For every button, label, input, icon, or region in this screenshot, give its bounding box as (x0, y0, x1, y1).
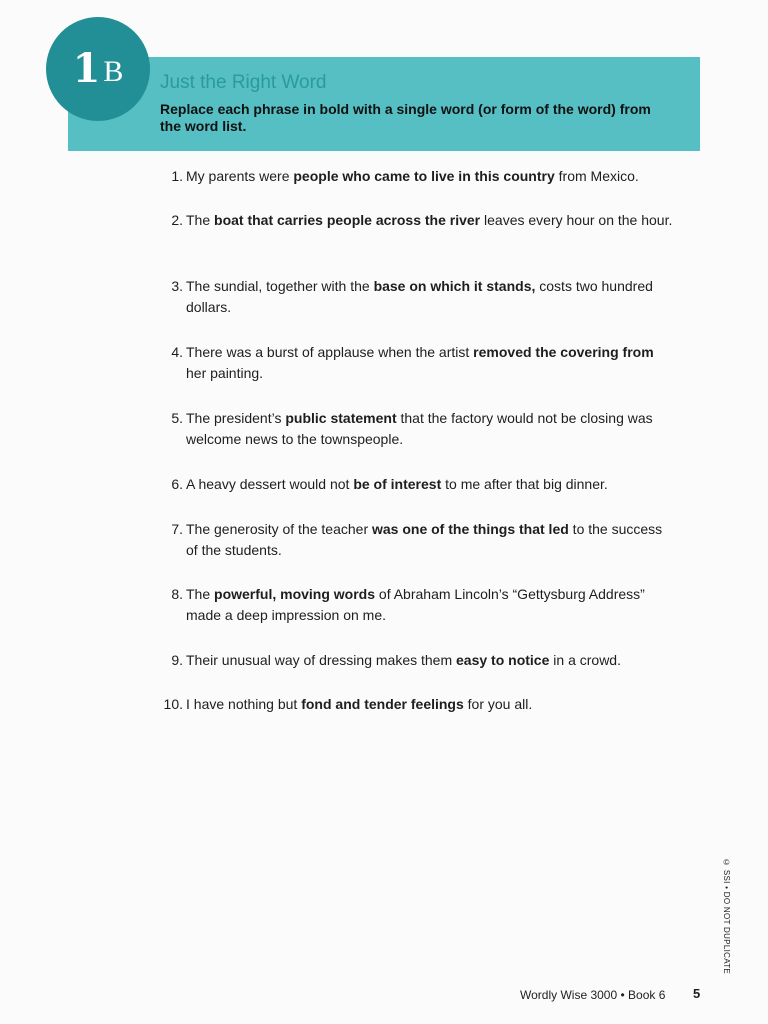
item-text (186, 166, 675, 187)
item-text (186, 276, 675, 318)
footer-book-title: Wordly Wise 3000 • Book 6 (520, 988, 666, 1002)
item-bold-phrase: boat that carries people across the river (214, 212, 481, 228)
item-post: leaves every hour on the hour. (480, 212, 673, 228)
exercise-item (155, 210, 675, 231)
exercise-item (155, 650, 675, 671)
exercise-item (155, 474, 675, 495)
exercise-item (155, 519, 675, 561)
exercise-item (155, 584, 675, 626)
item-text (186, 650, 675, 671)
item-post: costs two hundred dollars. (186, 278, 653, 315)
item-bold-phrase: base on which it stands, (373, 278, 536, 294)
item-post: for you all. (463, 696, 533, 712)
item-number: 3. (171, 278, 183, 294)
item-text (186, 584, 675, 626)
item-bold-phrase: easy to notice (456, 652, 550, 668)
item-pre: A heavy dessert would not (186, 476, 354, 492)
item-post: to the success of the students. (186, 521, 663, 558)
item-pre: My parents were (186, 168, 294, 184)
item-bold-phrase: people who came to live in this country (293, 168, 555, 184)
item-bold-phrase: be of interest (353, 476, 442, 492)
item-number: 8. (171, 586, 183, 602)
item-post: of Abraham Lincoln’s “Gettysburg Address” made a deep impression on me. (186, 586, 645, 623)
item-text (186, 342, 675, 384)
item-post: to me after that big dinner. (441, 476, 608, 492)
item-pre: The generosity of the teacher (186, 521, 372, 537)
item-number: 10. (163, 696, 183, 712)
item-post: her painting. (186, 365, 264, 381)
item-text (186, 519, 675, 561)
item-post: that the factory would not be closing was welcome news to the townspeople. (186, 410, 653, 447)
item-number: 7. (171, 521, 183, 537)
item-bold-phrase: fond and tender feelings (301, 696, 464, 712)
item-pre: The president’s (186, 410, 286, 426)
exercise-item (155, 694, 675, 715)
instructions: Replace each phrase in bold with a single word (or form of the word) from the word list. (160, 101, 651, 134)
badge-letter: B (103, 55, 124, 88)
item-text (186, 694, 675, 715)
item-number: 4. (171, 344, 183, 360)
item-number: 2. (171, 212, 183, 228)
item-pre: The (186, 586, 215, 602)
item-pre: Their unusual way of dressing makes them (186, 652, 457, 668)
exercise-item (155, 342, 675, 384)
exercise-item (155, 166, 675, 187)
lesson-badge (46, 17, 150, 121)
item-number: 5. (171, 410, 183, 426)
item-text (186, 210, 675, 231)
item-post: in a crowd. (549, 652, 621, 668)
item-bold-phrase: removed the covering from (473, 344, 654, 360)
item-number: 1. (171, 168, 183, 184)
item-number: 6. (171, 476, 183, 492)
badge-number: 1 (72, 45, 101, 92)
exercise-item (155, 408, 675, 450)
item-pre: There was a burst of applause when the artist (186, 344, 474, 360)
item-post: from Mexico. (554, 168, 639, 184)
item-text (186, 408, 675, 450)
page-number: 5 (693, 986, 701, 1001)
item-pre: The sundial, together with the (186, 278, 374, 294)
item-pre: The (186, 212, 215, 228)
item-pre: I have nothing but (186, 696, 302, 712)
section-title: Just the Right Word (160, 72, 327, 93)
item-number: 9. (171, 652, 183, 668)
copyright-notice: © SSI • DO NOT DUPLICATE (722, 858, 731, 975)
item-bold-phrase: was one of the things that led (372, 521, 569, 537)
exercise-item (155, 276, 675, 318)
item-text (186, 474, 675, 495)
item-bold-phrase: public statement (285, 410, 397, 426)
item-bold-phrase: powerful, moving words (214, 586, 376, 602)
